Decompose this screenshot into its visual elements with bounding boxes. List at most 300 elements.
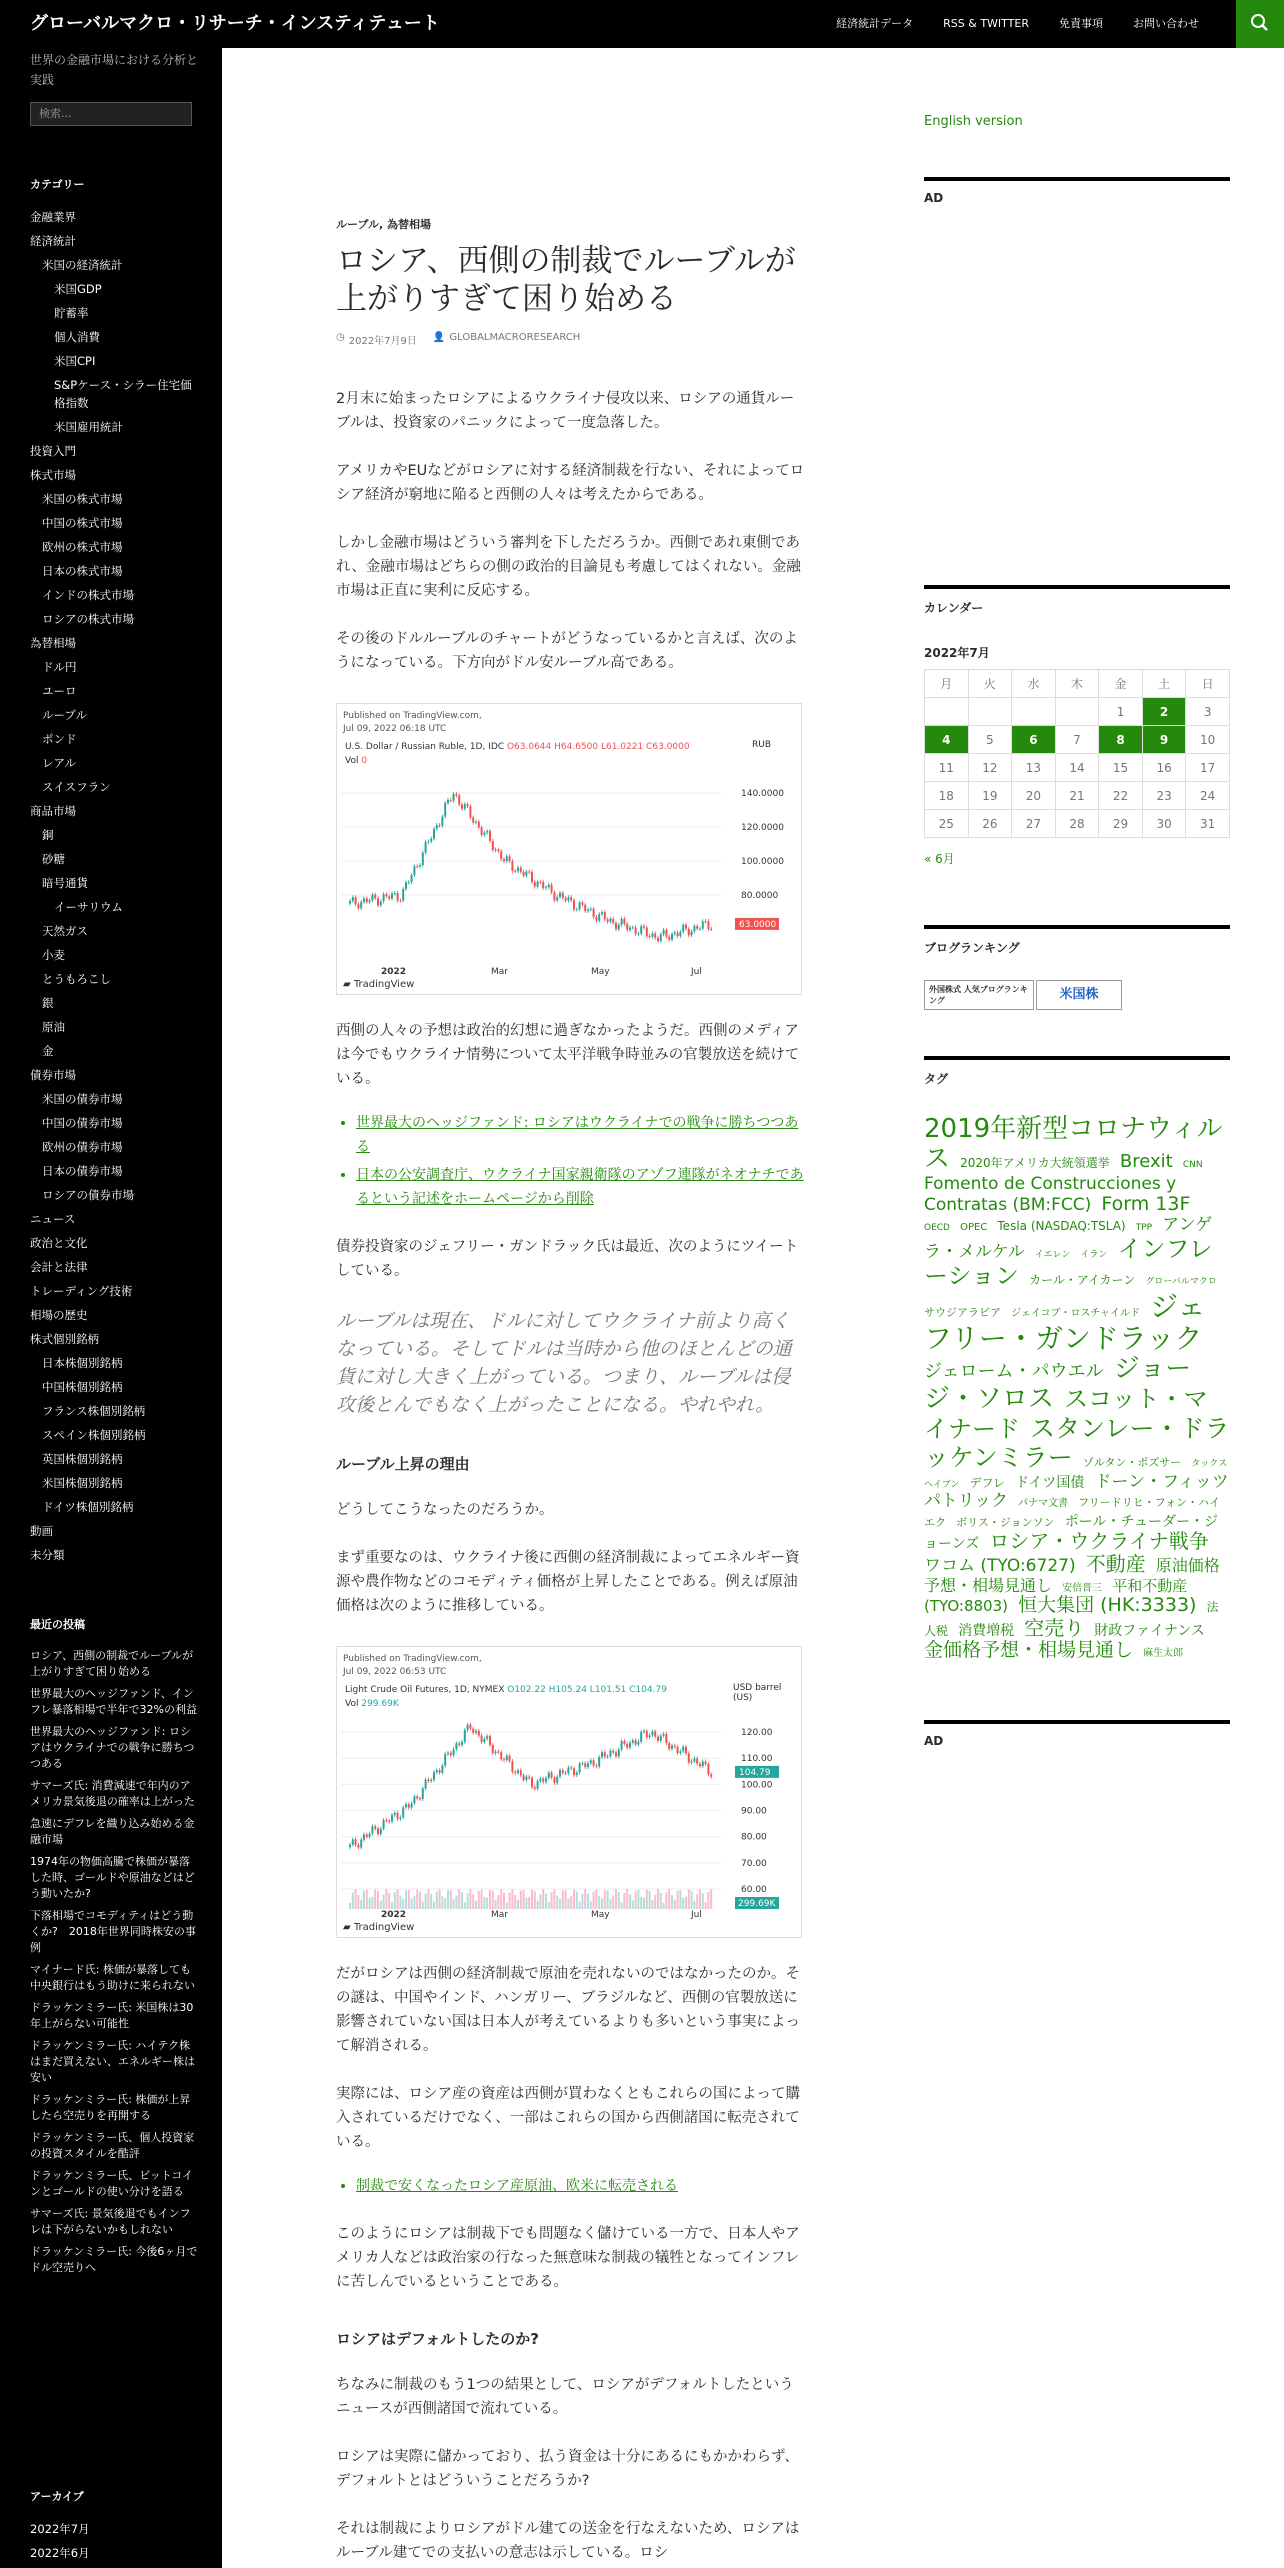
category-link[interactable]: 中国の債券市場 xyxy=(42,1116,123,1130)
recent-post-link[interactable]: ロシア、西側の制裁でルーブルが上がりすぎて困り始める xyxy=(30,1649,194,1678)
tag-link[interactable]: TPP xyxy=(1135,1223,1153,1234)
candle-body xyxy=(430,1780,432,1781)
chart-title: U.S. Dollar / Russian Ruble, 1D, IDC xyxy=(345,742,505,752)
related-link[interactable]: • 制裁で安くなったロシア産原油、欧米に転売される xyxy=(356,2174,808,2198)
volume-bar xyxy=(458,1889,460,1909)
category-link[interactable]: 金融業界 xyxy=(30,210,76,224)
category-link[interactable]: ロシアの債券市場 xyxy=(42,1188,134,1202)
tag-link[interactable]: フリードリヒ・フォン・ハイエク xyxy=(924,1496,1221,1529)
category-link[interactable]: レアル xyxy=(42,756,77,770)
tag-link[interactable]: ドーン・フィッツパトリック xyxy=(924,1471,1229,1512)
archive-list xyxy=(30,2520,200,2568)
archive-link[interactable]: 2022年6月 xyxy=(30,2546,90,2560)
calendar-day-link[interactable]: 8 xyxy=(1099,726,1143,754)
volume-bar xyxy=(696,1894,698,1909)
category-link[interactable]: ルーブル xyxy=(42,708,87,722)
category-link[interactable]: フランス株個別銘柄 xyxy=(42,1404,146,1418)
category-link[interactable]: 相場の歴史 xyxy=(30,1308,88,1322)
volume-bar xyxy=(567,1898,569,1909)
category-link[interactable]: ロシアの株式市場 xyxy=(42,612,134,626)
volume-bar xyxy=(402,1899,404,1909)
calendar-day: 22 xyxy=(1099,782,1143,810)
volume-bar xyxy=(416,1889,418,1909)
recent-post-link[interactable]: サマーズ氏: 消費減速で年内のアメリカ景気後退の確率は上がった xyxy=(30,1779,195,1808)
related-links xyxy=(336,2174,808,2198)
category-link[interactable]: 動画 xyxy=(30,1524,53,1538)
volume-bar xyxy=(469,1889,471,1909)
category-link[interactable]: 投資入門 xyxy=(30,444,76,458)
archive-heading: アーカイブ xyxy=(30,2490,84,2503)
candle-body xyxy=(593,1760,595,1765)
candle-body xyxy=(453,1749,455,1755)
tag-link[interactable]: ジェフリー・ガンドラック xyxy=(924,1289,1206,1356)
tag-link[interactable]: 安倍晋三 xyxy=(1062,1582,1103,1594)
nav-stats[interactable]: 経済統計データ xyxy=(836,17,914,30)
category-link[interactable]: 砂糖 xyxy=(42,852,65,866)
tag-link[interactable]: ジェイコブ・ロスチャイルド xyxy=(1011,1307,1140,1319)
recent-post-link[interactable]: 世界最大のヘッジファンド: ロシアはウクライナでの戦争に勝ちつつある xyxy=(30,1725,195,1770)
candle-body xyxy=(520,868,522,872)
calendar-day xyxy=(1055,698,1099,726)
related-link[interactable]: • 日本の公安調査庁、ウクライナ国家親衛隊のアゾフ連隊がネオナチであるという記述をホームページから削除 xyxy=(356,1163,808,1211)
candle-body xyxy=(579,903,581,910)
category-link[interactable]: ニュース xyxy=(30,1212,76,1226)
category-link[interactable]: ポンド xyxy=(42,732,77,746)
candle-body xyxy=(397,1813,399,1819)
recent-post-link[interactable]: サマーズ氏: 景気後退でもインフレは下がらないかもしれない xyxy=(30,2207,191,2236)
category-link[interactable]: 米国の経済統計 xyxy=(42,258,123,272)
calendar-day-link[interactable]: 4 xyxy=(925,726,969,754)
volume-bar xyxy=(523,1890,525,1909)
candle-body xyxy=(444,803,446,817)
category-link[interactable]: スペイン株個別銘柄 xyxy=(42,1428,146,1442)
candle-body xyxy=(352,897,354,901)
candle-body xyxy=(416,1796,418,1798)
candle-body xyxy=(349,1845,351,1848)
recent-post-link[interactable]: ドラッケンミラー氏、ビットコインとゴールドの使い分けを語る xyxy=(30,2169,194,2198)
category-link[interactable]: 中国株個別銘柄 xyxy=(42,1380,123,1394)
candle-body xyxy=(525,1777,527,1780)
candle-body xyxy=(618,1750,620,1757)
post-categories[interactable]: ルーブル, 為替相場 xyxy=(336,218,432,231)
volume-bar xyxy=(408,1890,410,1909)
category-link[interactable]: 原油 xyxy=(42,1020,65,1034)
candle-body xyxy=(397,893,399,900)
tag-link[interactable]: ゾルタン・ポズサー xyxy=(1082,1455,1182,1469)
calendar-heading: カレンダー xyxy=(924,585,1230,616)
candle-body xyxy=(570,897,572,900)
candle-body xyxy=(573,900,575,909)
volume-bar xyxy=(483,1897,485,1909)
recent-post-link[interactable]: ドラッケンミラー氏: 米国株は30年上がらない可能性 xyxy=(30,2001,194,2030)
category-link[interactable]: 欧州の株式市場 xyxy=(42,540,123,554)
candle-body xyxy=(643,1731,645,1732)
candle-body xyxy=(377,1829,379,1835)
category-link[interactable]: 政治と文化 xyxy=(30,1236,88,1250)
candle-body xyxy=(559,1770,561,1776)
calendar-day: 12 xyxy=(968,754,1012,782)
category-link[interactable]: とうもろこし xyxy=(42,972,111,986)
candle-body xyxy=(651,1731,653,1735)
tag-link[interactable]: Tesla (NASDAQ:TSLA) xyxy=(997,1219,1126,1234)
tag-link[interactable]: 財政ファイナンス xyxy=(1094,1622,1205,1639)
candle-body xyxy=(565,898,567,901)
left-sidebar xyxy=(0,48,222,2568)
paragraph: 2月末に始まったロシアによるウクライナ侵攻以来、ロシアの通貨ルーブルは、投資家のパニックによって一度急落した。 xyxy=(336,391,795,431)
candle-body xyxy=(453,794,455,801)
tag-link[interactable]: デフレ xyxy=(969,1475,1005,1490)
volume-bar xyxy=(475,1901,477,1909)
related-link[interactable]: • 世界最大のヘッジファンド: ロシアはウクライナでの戦争に勝ちつつある xyxy=(356,1111,808,1159)
volume-bar xyxy=(461,1892,463,1909)
candle-body xyxy=(598,1757,600,1766)
category-link[interactable]: 商品市場 xyxy=(30,804,76,818)
category-link[interactable]: 債券市場 xyxy=(30,1068,76,1082)
candle-body xyxy=(601,912,603,914)
x-tick-label: May xyxy=(591,967,610,977)
category-link[interactable]: 米国CPI xyxy=(54,354,96,368)
candle-body xyxy=(559,893,561,897)
calendar-day-link[interactable]: 6 xyxy=(1012,726,1056,754)
category-link[interactable]: 会計と法律 xyxy=(30,1260,88,1274)
y-tick-label: 120.00 xyxy=(741,1728,773,1739)
volume-bar xyxy=(425,1894,427,1909)
category-link[interactable]: ドイツ株個別銘柄 xyxy=(42,1500,134,1514)
tag-link[interactable]: インフレーション xyxy=(924,1234,1213,1291)
candle-body xyxy=(660,934,662,941)
volume-bar xyxy=(688,1890,690,1909)
tag-link[interactable]: ワコム (TYO:6727) xyxy=(924,1556,1076,1577)
tag-link[interactable]: サウジアラビア xyxy=(924,1305,1001,1319)
candle-body xyxy=(668,937,670,940)
crude-oil-chart xyxy=(336,1646,802,1938)
category-link[interactable]: スイスフラン xyxy=(42,780,111,794)
volume-bar xyxy=(677,1891,679,1909)
candle-body xyxy=(349,901,351,904)
tag-link[interactable]: 空売り xyxy=(1024,1615,1085,1640)
volume-bar xyxy=(685,1897,687,1909)
calendar-prev-month[interactable]: « 6月 xyxy=(924,852,955,866)
tag-link[interactable]: 不動産 xyxy=(1085,1552,1146,1577)
candle-body xyxy=(615,923,617,929)
tag-link[interactable]: 2019年新型コロナウィルス xyxy=(924,1114,1223,1174)
volume-bar xyxy=(539,1894,541,1909)
candle-body xyxy=(649,936,651,937)
tag-link[interactable]: 原油価格予想・相場見通し xyxy=(924,1556,1220,1595)
usdrub-candles xyxy=(341,768,799,978)
calendar-weekday: 金 xyxy=(1099,670,1143,698)
volume-bar xyxy=(548,1902,550,1909)
candle-body xyxy=(391,894,393,899)
candle-body xyxy=(394,1813,396,1815)
volume-bar xyxy=(472,1894,474,1909)
calendar-day: 1 xyxy=(1099,698,1143,726)
volume-bar xyxy=(559,1899,561,1909)
recent-post-link[interactable]: 世界最大のヘッジファンド、インフレ暴落相場で半年で32%の利益 xyxy=(30,1687,198,1716)
volume-bar xyxy=(635,1891,637,1909)
candle-body xyxy=(637,1742,639,1745)
candle-body xyxy=(416,866,418,867)
volume-bar xyxy=(497,1895,499,1909)
tag-link[interactable]: 2020年アメリカ大統領選挙 xyxy=(960,1155,1110,1170)
tag-link[interactable]: 金価格予想・相場見通し xyxy=(924,1638,1134,1661)
category-link[interactable]: 暗号通貨 xyxy=(42,876,88,890)
candle-body xyxy=(590,909,592,910)
tag-link[interactable]: 消費増税 xyxy=(958,1622,1015,1639)
candle-body xyxy=(357,904,359,908)
candle-body xyxy=(366,898,368,902)
category-link[interactable]: 銀 xyxy=(42,996,54,1010)
y-tick-label: 70.00 xyxy=(741,1858,767,1869)
candle-body xyxy=(509,856,511,861)
tag-link[interactable]: Form 13F xyxy=(1101,1193,1191,1216)
tag-link[interactable]: ロシア・ウクライナ戦争 xyxy=(989,1529,1209,1554)
nav-rss[interactable]: RSS & TWITTER xyxy=(943,17,1029,30)
volume-bar xyxy=(397,1889,399,1909)
volume-bar xyxy=(640,1897,642,1909)
candle-body xyxy=(419,1798,421,1799)
candle-body xyxy=(537,1781,539,1789)
candle-body xyxy=(632,1740,634,1742)
tag-link[interactable]: ジョージ・ソロス xyxy=(924,1354,1192,1415)
recent-post-link[interactable]: ドラッケンミラー氏: ハイテク株はまだ買えない、エネルギー株は安い xyxy=(30,2039,195,2084)
candle-body xyxy=(685,1747,687,1753)
nav-disclaimer[interactable]: 免責事項 xyxy=(1059,17,1103,30)
category-link[interactable]: 株式個別銘柄 xyxy=(30,1332,99,1346)
candle-body xyxy=(425,1780,427,1789)
category-link[interactable]: 日本株個別銘柄 xyxy=(42,1356,123,1370)
candle-body xyxy=(475,1731,477,1733)
candle-body xyxy=(623,919,625,924)
tag-link[interactable]: ジェローム・パウエル xyxy=(924,1361,1104,1383)
category-link[interactable]: 金 xyxy=(42,1044,54,1058)
tag-link[interactable]: OPEC xyxy=(960,1222,988,1234)
recent-post-link[interactable]: ドラッケンミラー氏: 今後6ヶ月でドル空売りへ xyxy=(30,2245,198,2274)
category-link[interactable]: インドの株式市場 xyxy=(42,588,134,602)
category-link[interactable]: 米国の株式市場 xyxy=(42,492,123,506)
tag-link[interactable]: 恒大集団 (HK:3333) xyxy=(1018,1593,1197,1616)
candle-body xyxy=(677,933,679,937)
candle-body xyxy=(492,1745,494,1753)
candle-body xyxy=(598,914,600,921)
candle-body xyxy=(371,1826,373,1833)
volume-bar xyxy=(632,1901,634,1909)
chart-brand: TradingView xyxy=(353,1922,415,1933)
candle-body xyxy=(682,1747,684,1751)
y-tick-label: 100.0000 xyxy=(741,857,784,867)
volume-bar xyxy=(663,1903,665,1909)
tag-link[interactable]: アンゲラ・メルケル xyxy=(924,1215,1213,1262)
candle-body xyxy=(565,1773,567,1774)
candle-body xyxy=(707,921,709,929)
candle-body xyxy=(469,1725,471,1729)
last-price-label: 104.79 xyxy=(739,1767,771,1778)
candle-body xyxy=(369,1834,371,1837)
volume-bar xyxy=(506,1903,508,1909)
category-link[interactable]: 個人消費 xyxy=(54,330,100,344)
candle-body xyxy=(394,893,396,894)
category-link[interactable]: 銅 xyxy=(42,828,54,842)
volume-bar xyxy=(674,1900,676,1909)
candle-body xyxy=(595,917,597,921)
category-link[interactable]: 米国の債券市場 xyxy=(42,1092,123,1106)
candle-body xyxy=(556,1777,558,1783)
search-toggle-button[interactable] xyxy=(1236,0,1284,48)
tag-link[interactable]: イラン xyxy=(1080,1249,1108,1260)
chart-ohlc: O63.0644 H64.6500 L61.0221 C63.0000 xyxy=(506,742,690,752)
ranking-badge-us-stocks[interactable]: 米国株 xyxy=(1036,980,1122,1010)
calendar-day: 30 xyxy=(1142,810,1186,838)
volume-bar xyxy=(514,1895,516,1909)
candle-body xyxy=(623,1741,625,1744)
category-link[interactable]: 小麦 xyxy=(42,948,65,962)
category-link[interactable]: 米国GDP xyxy=(54,282,102,296)
category-link[interactable]: 中国の株式市場 xyxy=(42,516,123,530)
category-link[interactable]: 為替相場 xyxy=(30,636,76,650)
calendar-day: 16 xyxy=(1142,754,1186,782)
category-link[interactable]: 株式市場 xyxy=(30,468,76,482)
category-link[interactable]: 日本の株式市場 xyxy=(42,564,123,578)
candle-body xyxy=(621,919,623,925)
calendar-day-link[interactable]: 2 xyxy=(1142,698,1186,726)
volume-bar xyxy=(369,1898,371,1909)
category-link[interactable]: ユーロ xyxy=(42,684,77,698)
candle-body xyxy=(433,829,435,839)
volume-bar xyxy=(654,1895,656,1909)
post-author[interactable]: GLOBALMACRORESEARCH xyxy=(449,332,581,343)
category-link[interactable]: 欧州の債券市場 xyxy=(42,1140,123,1154)
tag-link[interactable]: 法人税 xyxy=(924,1599,1219,1638)
candle-body xyxy=(355,1839,357,1845)
paragraph: このようにロシアは制裁下でも問題なく儲けている一方で、日本人やアメリカ人などは政治家の行なった無意味な制裁の犠牲となってインフレに苦しんでいるということである。 xyxy=(336,2226,800,2290)
clock-icon: ◷ xyxy=(336,332,345,343)
section-heading: ロシアはデフォルトしたのか? xyxy=(336,2330,539,2348)
candle-body xyxy=(497,850,499,852)
candle-body xyxy=(360,902,362,909)
paragraph: しかし金融市場はどういう審判を下しただろうか。西側であれ東側であれ、金融市場はどちらの側の政治的目論見も考慮してはくれない。金融市場は正直に実利に反応する。 xyxy=(336,535,801,599)
tag-link[interactable]: ドイツ国債 xyxy=(1015,1474,1085,1491)
volume-bar xyxy=(570,1896,572,1909)
tag-link[interactable]: イエレン xyxy=(1034,1249,1071,1260)
category-link[interactable]: 貯蓄率 xyxy=(54,306,89,320)
candle-body xyxy=(503,1759,505,1760)
candle-body xyxy=(430,839,432,842)
candle-body xyxy=(478,1731,480,1736)
paragraph: それは制裁によりロシアがドル建ての送金を行なえないため、ロシアはルーブル建てでの支払いの意志は示している。ロシ xyxy=(336,2521,800,2561)
candle-body xyxy=(607,919,609,921)
volume-bar xyxy=(377,1891,379,1909)
calendar-weekday: 火 xyxy=(968,670,1012,698)
tag-link[interactable]: CNN xyxy=(1182,1159,1203,1170)
recent-post-link[interactable]: 急速にデフレを織り込み始める金融市場 xyxy=(30,1817,195,1846)
tag-link[interactable]: パナマ文書 xyxy=(1018,1498,1069,1510)
category-link[interactable]: S&Pケース・シラー住宅価格指数 xyxy=(54,378,192,410)
post-date[interactable]: 2022年7月9日 xyxy=(348,336,417,347)
candle-body xyxy=(660,1736,662,1741)
right-sidebar xyxy=(924,114,1230,1748)
category-link[interactable]: ドル円 xyxy=(42,660,77,674)
category-link[interactable]: 経済統計 xyxy=(30,234,76,248)
calendar-day xyxy=(925,698,969,726)
candle-body xyxy=(663,930,665,934)
tag-link[interactable]: ポール・チューダー・ジョーンズ xyxy=(924,1513,1219,1553)
category-link[interactable]: 英国株個別銘柄 xyxy=(42,1452,123,1466)
candle-body xyxy=(413,1796,415,1803)
category-link[interactable]: イーサリウム xyxy=(54,900,123,914)
candle-body xyxy=(665,1734,667,1743)
candle-body xyxy=(500,851,502,859)
volume-bar xyxy=(665,1892,667,1909)
candle-body xyxy=(699,929,701,930)
candle-body xyxy=(590,1760,592,1763)
nav-contact[interactable]: お問い合わせ xyxy=(1133,17,1199,30)
calendar-day: 26 xyxy=(968,810,1012,838)
tag-link[interactable]: Brexit xyxy=(1119,1150,1173,1172)
tag-link[interactable]: スコット・マイナード xyxy=(924,1385,1208,1444)
tag-link[interactable]: OECD xyxy=(924,1223,950,1234)
recent-post-link[interactable]: マイナード氏: 株価が暴落しても中央銀行はもう助けに来られない xyxy=(30,1963,195,1992)
category-link[interactable]: 米国株個別銘柄 xyxy=(42,1476,123,1490)
candle-body xyxy=(514,1772,516,1773)
candle-body xyxy=(405,882,407,889)
calendar-weekday: 水 xyxy=(1012,670,1056,698)
vol-value: 299.69K xyxy=(361,1699,399,1709)
tag-link[interactable]: グローバルマクロ xyxy=(1145,1277,1217,1288)
category-link[interactable]: トレーディング技術 xyxy=(30,1284,133,1298)
user-icon: 👤 xyxy=(432,332,446,343)
category-link[interactable]: 米国雇用統計 xyxy=(54,420,123,434)
search-input[interactable]: 検索... xyxy=(30,102,192,126)
category-link[interactable]: 天然ガス xyxy=(42,924,88,938)
candle-body xyxy=(483,1739,485,1742)
candle-body xyxy=(427,1780,429,1781)
candle-body xyxy=(674,933,676,934)
volume-bar xyxy=(481,1890,483,1909)
chart-brand: TradingView xyxy=(353,979,415,990)
tag-link[interactable]: カール・アイカーン xyxy=(1029,1273,1136,1288)
volume-bar xyxy=(509,1893,511,1909)
volume-bar xyxy=(587,1894,589,1909)
tag-link[interactable]: ボリス・ジョンソン xyxy=(956,1515,1055,1529)
recent-post-link[interactable]: 1974年の物価高騰で株価が暴落した時、ゴールドや原油などはどう動いたか? xyxy=(30,1855,195,1900)
candle-body xyxy=(696,1758,698,1763)
tag-link[interactable]: Fomento de Construcciones y Contratas (BM:FCC) xyxy=(924,1173,1177,1216)
calendar-weekday: 木 xyxy=(1055,670,1099,698)
tag-link[interactable]: スタンレー・ドラッケンミラー xyxy=(924,1414,1230,1472)
ranking-badge-foreign-stocks[interactable]: 外国株式 人気ブログランキング xyxy=(924,980,1034,1010)
tag-link[interactable]: タックスヘイブン xyxy=(924,1458,1228,1490)
paragraph: ロシアは実際に儲かっており、払う資金は十分にあるにもかかわらず、デフォルトとはどういうことだろうか? xyxy=(336,2449,799,2489)
tag-link[interactable]: 麻生太郎 xyxy=(1143,1647,1184,1659)
x-tick-label: 2022 xyxy=(381,1910,407,1920)
volume-bar xyxy=(464,1902,466,1909)
volume-bar xyxy=(531,1890,533,1909)
category-link[interactable]: 未分類 xyxy=(30,1548,65,1562)
ranking-heading: ブログランキング xyxy=(924,925,1230,956)
calendar-day-link[interactable]: 9 xyxy=(1142,726,1186,754)
recent-post-link[interactable]: ドラッケンミラー氏、個人投資家の投資スタイルを酷評 xyxy=(30,2131,195,2160)
tag-link[interactable]: 平和不動産 (TYO:8803) xyxy=(924,1576,1188,1615)
site-title[interactable]: グローバルマクロ・リサーチ・インスティテュート xyxy=(30,13,440,34)
candle-body xyxy=(411,875,413,882)
english-version-link[interactable]: English version xyxy=(924,114,1023,129)
recent-post-link[interactable]: 下落相場でコモディティはどう動くか? 2018年世界同時株安の事例 xyxy=(30,1909,196,1954)
category-link[interactable]: 日本の債券市場 xyxy=(42,1164,123,1178)
candle-body xyxy=(593,909,595,917)
recent-post-link[interactable]: ドラッケンミラー氏: 株価が上昇したら空売りを再開する xyxy=(30,2093,191,2122)
archive-link[interactable]: 2022年7月 xyxy=(30,2522,90,2536)
paragraph: どうしてこうなったのだろうか。 xyxy=(336,1502,554,1518)
